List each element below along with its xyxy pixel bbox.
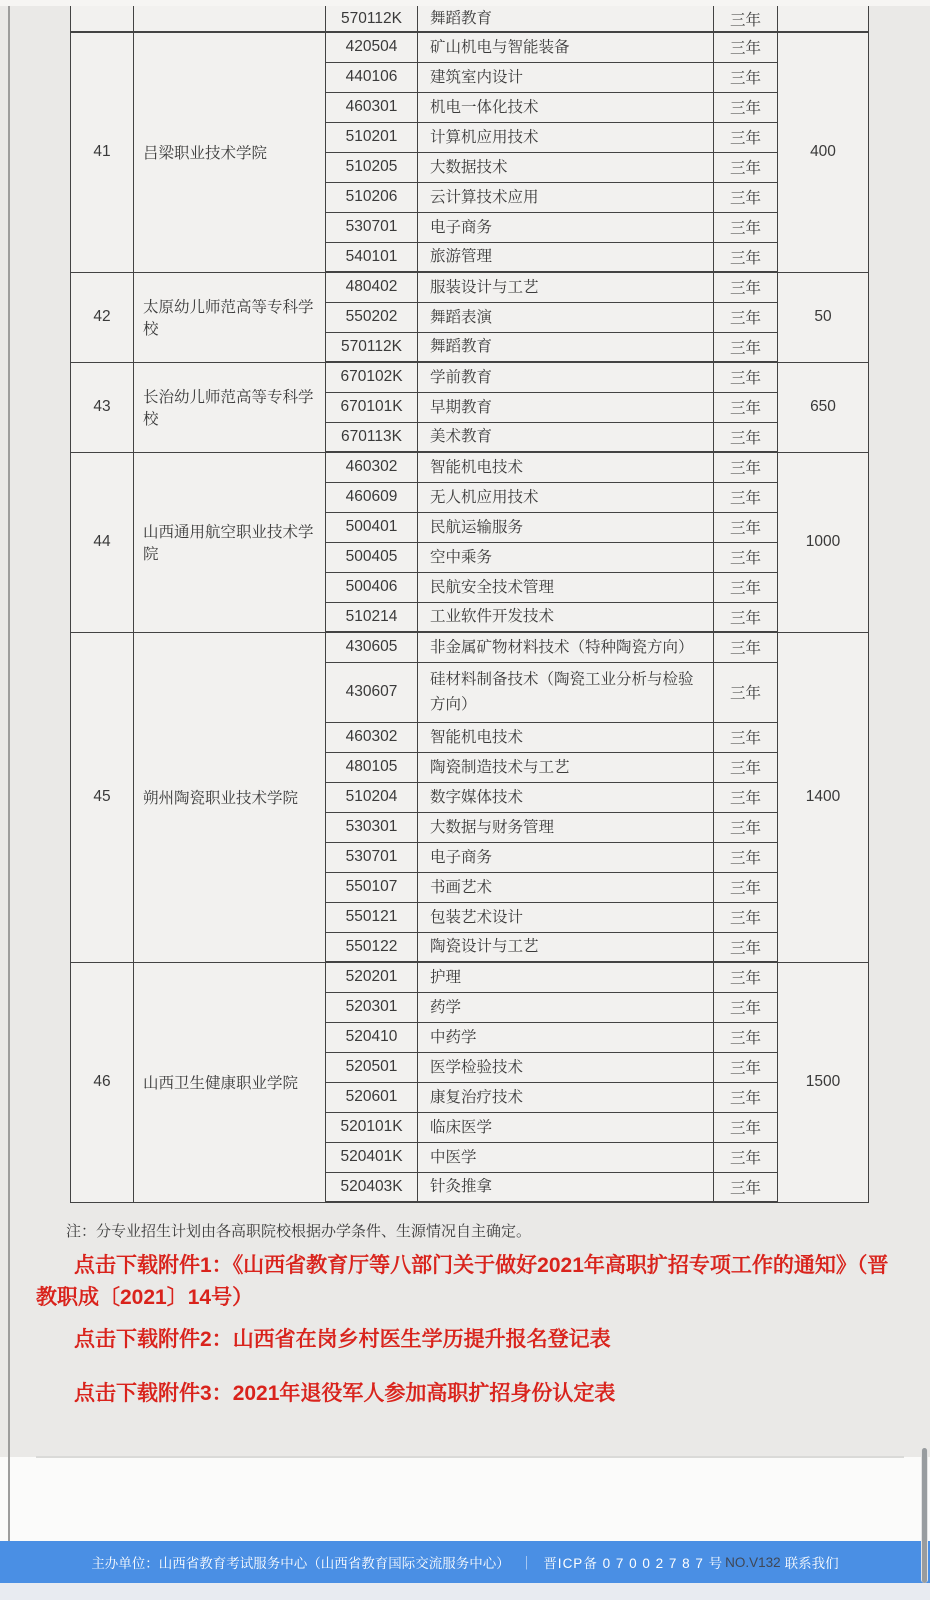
duration-cell: 三年 [714, 1022, 778, 1052]
major-code-cell: 550122 [326, 932, 418, 962]
table-row [71, 362, 869, 392]
major-name-cell: 书画艺术 [418, 872, 714, 902]
major-name-cell: 早期教育 [418, 392, 714, 422]
duration-cell: 三年 [714, 512, 778, 542]
major-name-cell: 学前教育 [418, 362, 714, 392]
attachment-3-label: 点击下载附件3： [74, 1382, 233, 1405]
major-code-cell: 520101K [326, 1112, 418, 1142]
school-cell: 吕梁职业技术学院 [134, 32, 326, 272]
attachment-1-label: 点击下载附件1： [74, 1254, 233, 1277]
major-code-cell: 460302 [326, 452, 418, 482]
duration-cell: 三年 [714, 812, 778, 842]
duration-cell: 三年 [714, 32, 778, 62]
duration-cell: 三年 [714, 842, 778, 872]
major-name-cell: 医学检验技术 [418, 1052, 714, 1082]
major-code-cell: 460301 [326, 92, 418, 122]
site-footer [0, 1541, 930, 1583]
duration-cell: 三年 [714, 92, 778, 122]
duration-cell: 三年 [714, 962, 778, 992]
attachment-3-link[interactable] [36, 1378, 904, 1410]
duration-cell: 三年 [714, 1052, 778, 1082]
major-code-cell: 510214 [326, 602, 418, 632]
major-code-cell: 520403K [326, 1172, 418, 1202]
major-name-cell: 矿山机电与智能装备 [418, 32, 714, 62]
duration-cell: 三年 [714, 632, 778, 662]
major-name-cell: 中医学 [418, 1142, 714, 1172]
major-code-cell: 510204 [326, 782, 418, 812]
school-cell: 朔州陶瓷职业技术学院 [134, 632, 326, 962]
major-code-cell: 510205 [326, 152, 418, 182]
count-cell: 1400 [778, 632, 869, 962]
major-name-cell: 建筑室内设计 [418, 62, 714, 92]
major-name-cell: 临床医学 [418, 1112, 714, 1142]
major-code-cell: 670101K [326, 392, 418, 422]
major-name-cell: 舞蹈表演 [418, 302, 714, 332]
row-no-cell: 46 [71, 962, 134, 1202]
duration-cell: 三年 [714, 1112, 778, 1142]
footer-icp-text: 晋ICP备 0 7 0 0 2 7 8 7 号 [543, 1556, 724, 1571]
major-name-cell: 大数据与财务管理 [418, 812, 714, 842]
page-left-border [8, 0, 10, 1541]
duration-cell: 三年 [714, 542, 778, 572]
major-name-cell: 硅材料制备技术（陶瓷工业分析与检验方向） [418, 662, 714, 722]
duration-cell: 三年 [714, 272, 778, 302]
school-cell [134, 6, 326, 32]
major-name-cell: 无人机应用技术 [418, 482, 714, 512]
major-code-cell: 670102K [326, 362, 418, 392]
table-row [71, 632, 869, 662]
major-name-cell: 云计算技术应用 [418, 182, 714, 212]
major-name-cell: 舞蹈教育 [418, 332, 714, 362]
major-name-cell: 智能机电技术 [418, 722, 714, 752]
major-code-cell: 530701 [326, 842, 418, 872]
major-name-cell: 包装艺术设计 [418, 902, 714, 932]
content-divider [36, 1456, 904, 1458]
row-no-cell: 42 [71, 272, 134, 362]
school-cell: 太原幼儿师范高等专科学校 [134, 272, 326, 362]
major-name-cell: 服装设计与工艺 [418, 272, 714, 302]
major-name-cell: 美术教育 [418, 422, 714, 452]
attachment-2-link[interactable] [36, 1324, 904, 1356]
attachment-2-label: 点击下载附件2： [74, 1328, 233, 1351]
attachment-1-text: 《山西省教育厅等八部门关于做好2021年高职扩招专项工作的通知》（晋教职成〔2021〕14号） [36, 1254, 889, 1309]
major-name-cell: 机电一体化技术 [418, 92, 714, 122]
count-cell: 400 [778, 32, 869, 272]
duration-cell: 三年 [714, 122, 778, 152]
major-code-cell: 570112K [326, 6, 418, 32]
duration-cell: 三年 [714, 752, 778, 782]
duration-cell: 三年 [714, 722, 778, 752]
major-name-cell: 工业软件开发技术 [418, 602, 714, 632]
contact-us-link[interactable]: 联系我们 [784, 1556, 839, 1571]
count-cell: 50 [778, 272, 869, 362]
major-code-cell: 670113K [326, 422, 418, 452]
major-code-cell: 540101 [326, 242, 418, 272]
page-bottom-strip [0, 1583, 930, 1600]
duration-cell: 三年 [714, 6, 778, 32]
attachment-3-text: 2021年退役军人参加高职扩招身份认定表 [232, 1382, 616, 1405]
row-no-cell: 43 [71, 362, 134, 452]
major-name-cell: 电子商务 [418, 212, 714, 242]
attachment-1-link[interactable] [36, 1250, 904, 1314]
major-code-cell: 520301 [326, 992, 418, 1022]
major-name-cell: 民航运输服务 [418, 512, 714, 542]
duration-cell: 三年 [714, 212, 778, 242]
table-row [71, 452, 869, 482]
major-code-cell: 520410 [326, 1022, 418, 1052]
major-code-cell: 500406 [326, 572, 418, 602]
major-name-cell: 电子商务 [418, 842, 714, 872]
major-code-cell: 430605 [326, 632, 418, 662]
attachment-2-text: 山西省在岗乡村医生学历提升报名登记表 [232, 1328, 611, 1351]
table-row [71, 6, 869, 32]
duration-cell: 三年 [714, 392, 778, 422]
major-name-cell: 民航安全技术管理 [418, 572, 714, 602]
major-name-cell: 陶瓷制造技术与工艺 [418, 752, 714, 782]
enrollment-plan-table [70, 6, 869, 1203]
major-name-cell: 数字媒体技术 [418, 782, 714, 812]
major-code-cell: 460609 [326, 482, 418, 512]
major-name-cell: 空中乘务 [418, 542, 714, 572]
major-code-cell: 520501 [326, 1052, 418, 1082]
major-code-cell: 550121 [326, 902, 418, 932]
major-code-cell: 480105 [326, 752, 418, 782]
duration-cell: 三年 [714, 782, 778, 812]
major-name-cell: 大数据技术 [418, 152, 714, 182]
major-name-cell: 针灸推拿 [418, 1172, 714, 1202]
duration-cell: 三年 [714, 872, 778, 902]
major-code-cell: 510206 [326, 182, 418, 212]
school-cell: 山西通用航空职业技术学院 [134, 452, 326, 632]
table-row [71, 32, 869, 62]
major-code-cell: 520601 [326, 1082, 418, 1112]
major-code-cell: 520401K [326, 1142, 418, 1172]
major-code-cell: 460302 [326, 722, 418, 752]
major-code-cell: 430607 [326, 662, 418, 722]
attachment-links [36, 1250, 904, 1410]
major-name-cell: 非金属矿物材料技术（特种陶瓷方向） [418, 632, 714, 662]
duration-cell: 三年 [714, 62, 778, 92]
major-code-cell: 570112K [326, 332, 418, 362]
major-name-cell: 护理 [418, 962, 714, 992]
duration-cell: 三年 [714, 332, 778, 362]
major-code-cell: 480402 [326, 272, 418, 302]
page-top-strip [0, 0, 930, 6]
duration-cell: 三年 [714, 242, 778, 272]
duration-cell: 三年 [714, 422, 778, 452]
duration-cell: 三年 [714, 1172, 778, 1202]
table-row [71, 962, 869, 992]
major-name-cell: 陶瓷设计与工艺 [418, 932, 714, 962]
duration-cell: 三年 [714, 902, 778, 932]
school-cell: 长治幼儿师范高等专科学校 [134, 362, 326, 452]
duration-cell: 三年 [714, 1082, 778, 1112]
major-code-cell: 520201 [326, 962, 418, 992]
duration-cell: 三年 [714, 152, 778, 182]
footer-separator: ｜ [519, 1556, 534, 1571]
count-cell: 1500 [778, 962, 869, 1202]
major-name-cell: 计算机应用技术 [418, 122, 714, 152]
major-code-cell: 500401 [326, 512, 418, 542]
major-code-cell: 510201 [326, 122, 418, 152]
duration-cell: 三年 [714, 1142, 778, 1172]
major-name-cell: 智能机电技术 [418, 452, 714, 482]
major-name-cell: 药学 [418, 992, 714, 1022]
footer-host-text: 主办单位：山西省教育考试服务中心（山西省教育国际交流服务中心） [91, 1556, 510, 1571]
footer-watermark: NO.V132 [725, 1554, 781, 1570]
duration-cell: 三年 [714, 482, 778, 512]
row-no-cell: 41 [71, 32, 134, 272]
scrollbar-thumb[interactable] [922, 1448, 927, 1583]
duration-cell: 三年 [714, 572, 778, 602]
duration-cell: 三年 [714, 602, 778, 632]
major-code-cell: 500405 [326, 542, 418, 572]
major-code-cell: 420504 [326, 32, 418, 62]
major-name-cell: 舞蹈教育 [418, 6, 714, 32]
major-name-cell: 康复治疗技术 [418, 1082, 714, 1112]
major-code-cell: 530301 [326, 812, 418, 842]
table-footnote: 注：分专业招生计划由各高职院校根据办学条件、生源情况自主确定。 [66, 1223, 532, 1240]
row-no-cell: 44 [71, 452, 134, 632]
major-name-cell: 中药学 [418, 1022, 714, 1052]
duration-cell: 三年 [714, 182, 778, 212]
school-cell: 山西卫生健康职业学院 [134, 962, 326, 1202]
major-code-cell: 440106 [326, 62, 418, 92]
major-code-cell: 550107 [326, 872, 418, 902]
major-name-cell: 旅游管理 [418, 242, 714, 272]
duration-cell: 三年 [714, 992, 778, 1022]
major-code-cell: 550202 [326, 302, 418, 332]
count-cell [778, 6, 869, 32]
duration-cell: 三年 [714, 452, 778, 482]
content-bottom-band [0, 1457, 930, 1541]
duration-cell: 三年 [714, 302, 778, 332]
duration-cell: 三年 [714, 662, 778, 722]
count-cell: 1000 [778, 452, 869, 632]
row-no-cell: 45 [71, 632, 134, 962]
row-no-cell [71, 6, 134, 32]
table-row [71, 272, 869, 302]
duration-cell: 三年 [714, 932, 778, 962]
duration-cell: 三年 [714, 362, 778, 392]
scrollbar-track[interactable] [921, 1448, 928, 1583]
major-code-cell: 530701 [326, 212, 418, 242]
count-cell: 650 [778, 362, 869, 452]
